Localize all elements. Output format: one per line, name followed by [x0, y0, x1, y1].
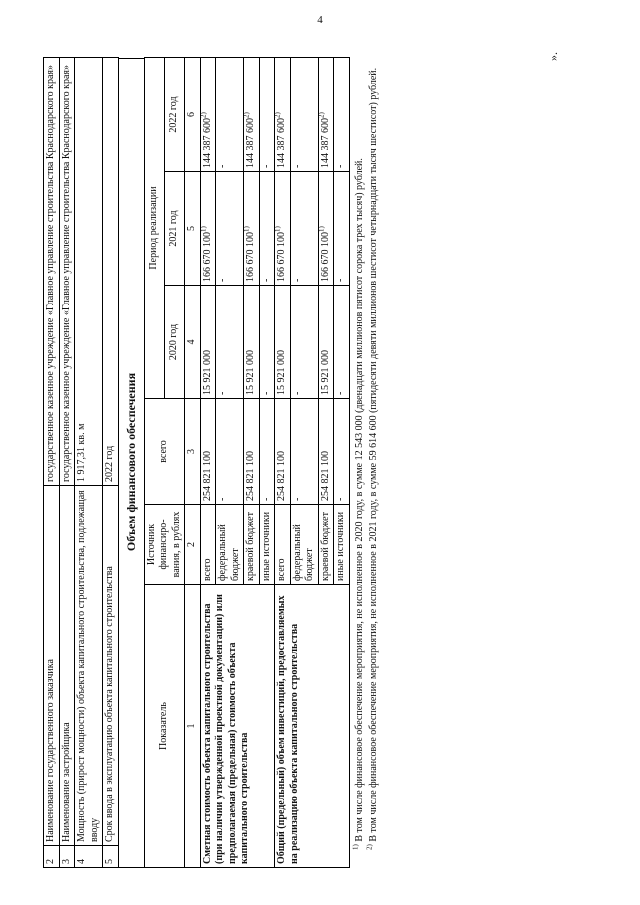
source-cell: краевой бюджет [318, 505, 334, 585]
amount-value: 144 387 600 [245, 118, 256, 168]
year-2020-cell: 15 921 000 [200, 286, 216, 399]
info-row-value: 2022 год [103, 58, 119, 486]
col-number-3: 3 [185, 399, 201, 505]
header-year-2021: 2021 год [164, 172, 184, 286]
info-row [44, 58, 60, 868]
info-row-label: Наименование застройщика [59, 486, 75, 846]
year-2020-cell: 15 921 000 [244, 286, 260, 399]
info-row-value: 1 917,31 кв. м [75, 58, 103, 486]
footnote-ref: 1) [273, 226, 282, 232]
total-cell: - [334, 399, 350, 505]
amount-value: - [291, 164, 303, 168]
footnote-ref: 1) [199, 226, 208, 232]
info-row-number: 3 [59, 846, 75, 868]
footnote-ref: 1) [317, 226, 326, 232]
year-2022-cell [200, 58, 216, 172]
year-2021-cell [244, 172, 260, 286]
section-title: Объем финансового обеспечения [123, 372, 138, 552]
year-2022-cell [318, 58, 334, 172]
financing-row [275, 58, 291, 868]
info-row-number: 4 [75, 846, 103, 868]
year-2020-cell: - [216, 286, 244, 399]
year-2021-cell [334, 172, 350, 286]
col-number-2: 2 [185, 505, 201, 585]
col-number-5: 5 [185, 172, 201, 286]
footnotes [353, 58, 380, 868]
year-2021-cell [275, 172, 291, 286]
year-2021-cell [200, 172, 216, 286]
amount-value: - [291, 278, 303, 282]
info-row-number: 5 [103, 846, 119, 868]
year-2021-cell [318, 172, 334, 286]
footnote-2: $^{2)}$ В том числе финансовое обеспечение мероприятия, не исполненное в 2021 году, в сумме 59 614 600 (пятидесяти девяти миллионов шестисот четырнадцати тысяч шестисот) рублей. [365, 67, 379, 850]
indicator-cell: Сметная стоимость объекта капитального строительства (при наличии утвержденной проектной документации) или предполагаемая (предельная) стоимость объекта капитального строительства [200, 585, 275, 868]
amount-value: - [260, 164, 272, 168]
header-source: Источник финансиро-вания, в рублях [144, 505, 185, 585]
source-cell: иные источники [334, 505, 350, 585]
year-2020-cell: - [334, 286, 350, 399]
header-total: всего [144, 399, 185, 505]
col-number-1: 1 [185, 585, 201, 868]
footnote-1: $^{1)}$ В том числе финансовое обеспечение мероприятия, не исполненное в 2020 году, в сумме 12 543 000 (двенадцати миллионов пятисот сорока трех тысяч) рублей. [351, 158, 365, 850]
amount-value: - [335, 278, 346, 282]
footnote-ref: 2) [317, 112, 326, 118]
closing-mark: ». [546, 52, 560, 61]
info-row [103, 58, 119, 868]
info-row-label: Срок ввода в эксплуатацию объекта капитального строительства [103, 486, 119, 846]
info-row-value: государственное казенное учреждение «Главное управление строительства Краснодарского края» [59, 58, 75, 486]
total-cell: 254 821 100 [275, 399, 291, 505]
amount-value: - [217, 278, 228, 282]
year-2022-cell [334, 58, 350, 172]
amount-value: - [217, 164, 228, 168]
year-2021-cell [216, 172, 244, 286]
year-2022-cell [290, 58, 318, 172]
info-row-number: 2 [44, 846, 60, 868]
total-cell: - [259, 399, 275, 505]
info-row [59, 58, 75, 868]
source-cell: иные источники [259, 505, 275, 585]
year-2021-cell [259, 172, 275, 286]
header-period: Период реализации [144, 58, 164, 399]
total-cell: 254 821 100 [318, 399, 334, 505]
year-2020-cell: - [259, 286, 275, 399]
amount-value: 166 670 100 [276, 232, 287, 282]
amount-value: 166 670 100 [245, 232, 256, 282]
total-cell: - [290, 399, 318, 505]
col-number-6: 6 [185, 58, 201, 172]
indicator-cell: Общий (предельный) объем инвестиций, предоставляемых на реализацию объекта капитального строительства [275, 585, 350, 868]
object-info-table [43, 57, 119, 868]
amount-value: 144 387 600 [201, 118, 213, 168]
total-cell: 254 821 100 [244, 399, 260, 505]
financing-table [144, 57, 350, 868]
info-row-value: государственное казенное учреждение «Главное управление строительства Краснодарского края» [44, 58, 60, 486]
footnote-ref: 1) [242, 226, 251, 232]
amount-value: - [260, 278, 272, 282]
total-cell: 254 821 100 [200, 399, 216, 505]
info-row [75, 58, 103, 868]
amount-value: 166 670 100 [201, 232, 213, 282]
year-2022-cell [216, 58, 244, 172]
year-2022-cell [275, 58, 291, 172]
source-cell: краевой бюджет [244, 505, 260, 585]
year-2020-cell: - [290, 286, 318, 399]
col-number-4: 4 [185, 286, 201, 399]
source-cell: всего [200, 505, 216, 585]
footnote-ref: 2) [199, 112, 208, 118]
source-cell: всего [275, 505, 291, 585]
source-cell: федеральный бюджет [216, 505, 244, 585]
amount-value: 166 670 100 [319, 232, 331, 282]
year-2021-cell [290, 172, 318, 286]
year-2020-cell: 15 921 000 [275, 286, 291, 399]
amount-value: 144 387 600 [319, 118, 331, 168]
header-year-2020: 2020 год [164, 286, 184, 399]
amount-value: - [335, 164, 346, 168]
year-2022-cell [259, 58, 275, 172]
total-cell: - [216, 399, 244, 505]
year-2022-cell [244, 58, 260, 172]
source-cell: федеральный бюджет [290, 505, 318, 585]
info-row-label: Мощность (прирост мощности) объекта капитального строительства, подлежащая вводу [75, 486, 103, 846]
header-year-2022: 2022 год [164, 58, 184, 172]
amount-value: 144 387 600 [276, 118, 287, 168]
footnote-ref: 2) [273, 112, 282, 118]
rotated-sheet [43, 48, 563, 868]
section-title-box [119, 58, 144, 868]
year-2020-cell: 15 921 000 [318, 286, 334, 399]
info-row-label: Наименование государственного заказчика [44, 486, 60, 846]
page-number: 4 [317, 14, 323, 26]
header-indicator: Показатель [144, 585, 185, 868]
financing-row [200, 58, 216, 868]
footnote-ref: 2) [242, 112, 251, 118]
